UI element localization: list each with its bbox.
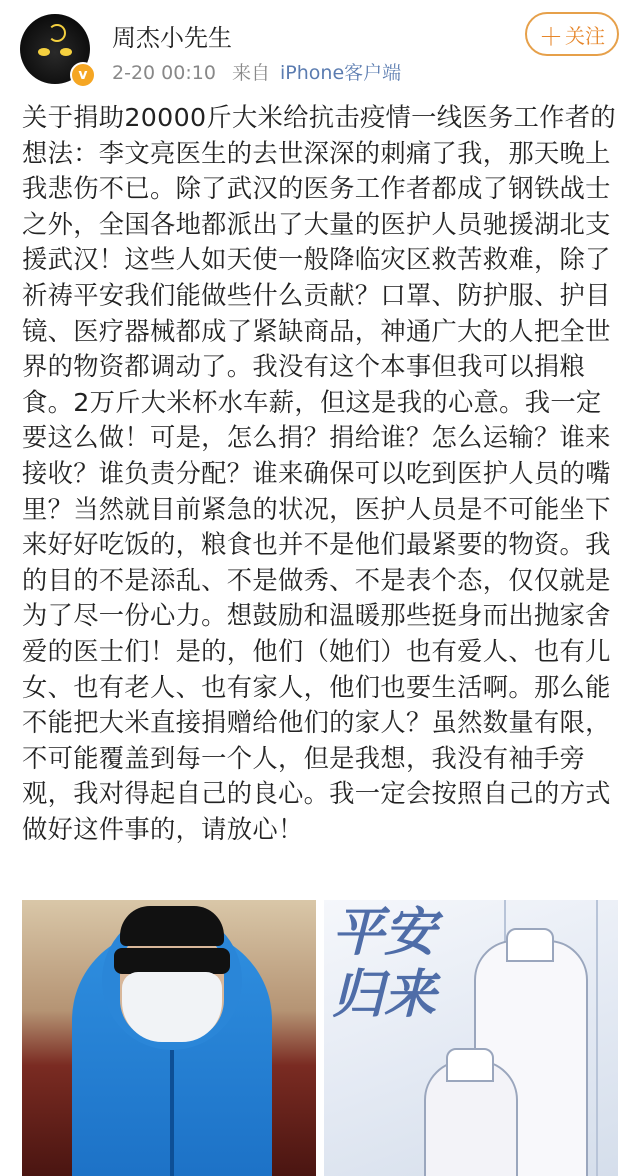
post-image-cartoon[interactable] — [324, 900, 618, 1176]
cat-eye-left — [38, 48, 50, 56]
zipper — [170, 1050, 174, 1176]
source-prefix: 来自 — [231, 62, 270, 84]
cat-eye-right — [60, 48, 72, 56]
post-meta — [112, 58, 401, 85]
source-link[interactable]: iPhone客户端 — [280, 62, 402, 84]
username[interactable]: 周杰小先生 — [112, 24, 232, 52]
follow-button[interactable] — [525, 12, 619, 56]
post-image-protective-gear[interactable] — [22, 900, 316, 1176]
moon-mark — [48, 24, 66, 42]
follow-label: 关注 — [565, 23, 605, 48]
post-text: 关于捐助20000斤大米给抗击疫情一线医务工作者的想法：李文亮医生的去世深深的刺痛了我，那天晚上我悲伤不已。除了武汉的医务工作者都成了钢铁战士之外，全国各地都派出了大量的医护人员驰援湖北支援武汉！这些人如天使一般降临灾区救苦救难，除了祈祷平安我们能做些什么贡献？口罩、防护服、护目镜、医疗器械都成了紧缺商品，神通广大的人把全世界的物资都调动了。我没有这个本事但我可以捐粮食。2万斤大米杯水车薪，但这是我的心意。我一定要这么做！可是，怎么捐？捐给谁？怎么运输？谁来接收？谁负责分配？谁来确保可以吃到医护人员的嘴里？当然就目前紧急的状况，医护人员是不可能坐下来好好吃饭的，粮食也并不是他们最紧要的物资。我的目的不是添乱、不是做秀、不是表个态，仅仅就是为了尽一份心力。想鼓励和温暖那些挺身而出抛家舍爱的医士们！是的，他们（她们）也有爱人、也有儿女、也有老人、也有家人，他们也要生活啊。那么能不能把大米直接捐赠给他们的家人？虽然数量有限，不可能覆盖到每一个人，但是我想，我没有袖手旁观，我对得起自己的良心。我一定会按照自己的方式做好这件事的，请放心！ — [22, 103, 616, 844]
sunglasses — [114, 948, 230, 974]
cap — [120, 906, 224, 946]
face-mask — [122, 972, 222, 1042]
post-header — [0, 0, 640, 96]
nurse-figure — [424, 1060, 518, 1176]
timestamp: 2-20 00:10 — [112, 62, 216, 84]
verified-badge-icon: v — [70, 62, 96, 88]
nurse-cap — [446, 1048, 494, 1082]
cartoon-title: 平安归来 — [332, 902, 437, 1025]
doctor-cap — [506, 928, 554, 962]
plus-icon: ＋ — [539, 22, 563, 51]
